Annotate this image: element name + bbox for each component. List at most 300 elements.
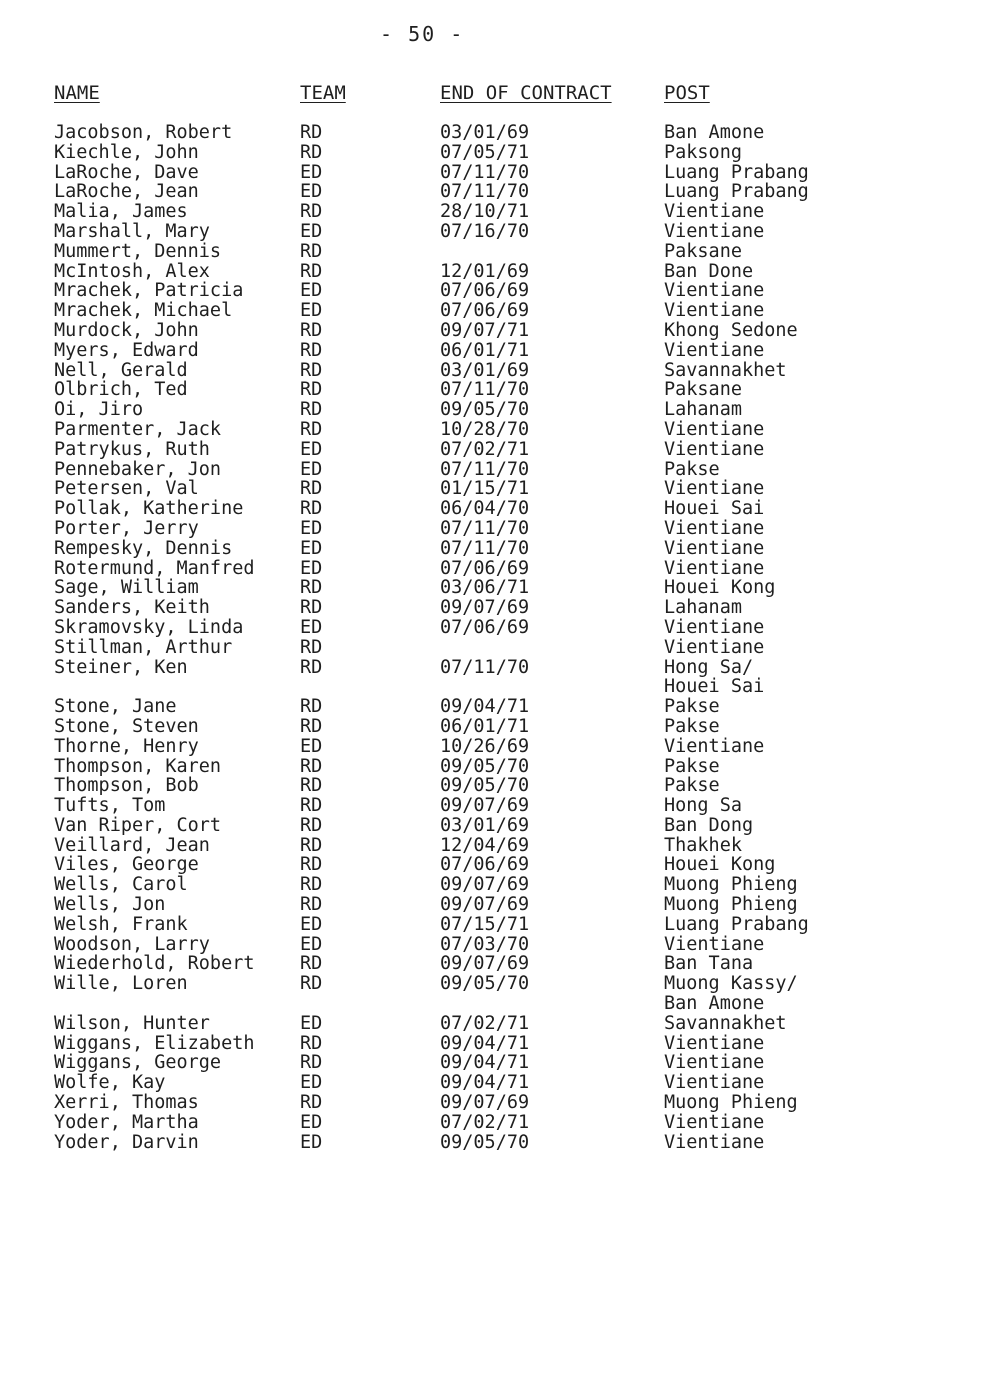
cell-post-line: Vientiane [664, 418, 765, 440]
cell-team: ED [300, 517, 323, 539]
cell-post-line: Houei Sai [664, 676, 765, 698]
cell-post-line: Vientiane [664, 300, 765, 322]
cell-post-line: Vientiane [664, 735, 765, 757]
cell-end-of-contract: 10/26/69 [440, 735, 530, 757]
cell-team: RD [300, 775, 323, 797]
cell-name: Mrachek, Michael [54, 300, 233, 322]
cell-post [664, 440, 764, 460]
cell-post [664, 796, 742, 816]
cell-name: Rotermund, Manfred [54, 557, 255, 579]
page-number: - 50 - [380, 22, 465, 46]
cell-post [664, 935, 764, 955]
cell-name: Nell, Gerald [54, 359, 188, 381]
table-row [0, 658, 1003, 698]
table-row [0, 143, 1003, 163]
cell-name: Porter, Jerry [54, 517, 199, 539]
cell-end-of-contract: 09/05/70 [440, 755, 530, 777]
table-row [0, 519, 1003, 539]
cell-team: ED [300, 161, 323, 183]
cell-team: RD [300, 201, 323, 223]
cell-post-line: Vientiane [664, 280, 765, 302]
cell-post [664, 618, 764, 638]
cell-post-line: Houei Sai [664, 498, 765, 520]
cell-team: RD [300, 260, 323, 282]
cell-end-of-contract: 03/06/71 [440, 577, 530, 599]
cell-post [664, 202, 764, 222]
cell-end-of-contract: 03/01/69 [440, 814, 530, 836]
cell-team: ED [300, 1072, 323, 1094]
cell-end-of-contract: 09/04/71 [440, 1032, 530, 1054]
cell-post [664, 361, 787, 381]
cell-team: RD [300, 359, 323, 381]
cell-post-line: Pakse [664, 755, 720, 777]
cell-end-of-contract: 09/04/71 [440, 1072, 530, 1094]
table-row [0, 1053, 1003, 1073]
cell-end-of-contract: 09/07/69 [440, 894, 530, 916]
table-row [0, 1093, 1003, 1113]
cell-name: Thorne, Henry [54, 735, 199, 757]
cell-end-of-contract: 03/01/69 [440, 359, 530, 381]
cell-team: RD [300, 498, 323, 520]
table-row [0, 737, 1003, 757]
cell-end-of-contract: 07/03/70 [440, 933, 530, 955]
cell-team: RD [300, 399, 323, 421]
cell-post-line: Muong Kassy/ [664, 973, 798, 995]
cell-name: Yoder, Darvin [54, 1131, 199, 1153]
cell-end-of-contract: 07/11/70 [440, 161, 530, 183]
cell-team: RD [300, 319, 323, 341]
cell-post [664, 776, 720, 796]
table-row [0, 757, 1003, 777]
cell-end-of-contract: 07/11/70 [440, 537, 530, 559]
cell-post [664, 460, 720, 480]
header-team: TEAM [300, 82, 346, 104]
cell-post-line: Hong Sa/ [664, 656, 754, 678]
cell-name: Malia, James [54, 201, 188, 223]
cell-end-of-contract: 10/28/70 [440, 418, 530, 440]
table-row [0, 578, 1003, 598]
cell-post-line: Muong Phieng [664, 894, 798, 916]
cell-name: Rempesky, Dennis [54, 537, 233, 559]
cell-end-of-contract: 09/05/70 [440, 775, 530, 797]
cell-team: RD [300, 894, 323, 916]
cell-team: RD [300, 122, 323, 143]
cell-post-line: Vientiane [664, 1111, 765, 1133]
cell-post-line: Houei Kong [664, 577, 776, 599]
cell-name: Wille, Loren [54, 973, 188, 995]
cell-name: Veillard, Jean [54, 834, 210, 856]
cell-team: ED [300, 280, 323, 302]
cell-team: RD [300, 1052, 323, 1074]
table-row [0, 598, 1003, 618]
table-row [0, 954, 1003, 974]
cell-post-line: Thakhek [664, 834, 742, 856]
cell-post [664, 895, 798, 915]
cell-team: RD [300, 696, 323, 718]
cell-name: Wells, Jon [54, 894, 166, 916]
cell-post [664, 1133, 764, 1153]
table-row [0, 697, 1003, 717]
table-row [0, 1113, 1003, 1133]
cell-name: LaRoche, Dave [54, 161, 199, 183]
cell-name: Pollak, Katherine [54, 498, 244, 520]
cell-end-of-contract: 03/01/69 [440, 122, 530, 143]
cell-post [664, 855, 775, 875]
cell-post-line: Muong Phieng [664, 874, 798, 896]
cell-team: RD [300, 834, 323, 856]
cell-team: RD [300, 418, 323, 440]
table-row [0, 1073, 1003, 1093]
table-row [0, 895, 1003, 915]
cell-end-of-contract: 07/16/70 [440, 220, 530, 242]
cell-post [664, 1113, 764, 1133]
cell-team: ED [300, 1012, 323, 1034]
cell-name: Stone, Steven [54, 715, 199, 737]
cell-end-of-contract: 09/04/71 [440, 1052, 530, 1074]
cell-name: Pennebaker, Jon [54, 458, 222, 480]
cell-end-of-contract: 07/06/69 [440, 854, 530, 876]
cell-team: RD [300, 636, 323, 658]
cell-team: RD [300, 1092, 323, 1114]
cell-post-line: Vientiane [664, 478, 765, 500]
cell-name: Wiederhold, Robert [54, 953, 255, 975]
cell-post [664, 341, 764, 361]
cell-end-of-contract: 12/01/69 [440, 260, 530, 282]
cell-end-of-contract: 07/05/71 [440, 141, 530, 163]
cell-team: RD [300, 715, 323, 737]
cell-post [664, 697, 720, 717]
cell-name: Patrykus, Ruth [54, 438, 210, 460]
cell-end-of-contract: 07/11/70 [440, 181, 530, 203]
cell-post [664, 281, 764, 301]
cell-end-of-contract: 07/02/71 [440, 1111, 530, 1133]
cell-team: ED [300, 181, 323, 203]
cell-end-of-contract: 09/07/69 [440, 1092, 530, 1114]
cell-name: Jacobson, Robert [54, 122, 233, 143]
cell-name: Parmenter, Jack [54, 418, 222, 440]
cell-end-of-contract: 09/07/71 [440, 319, 530, 341]
cell-post [664, 1053, 764, 1073]
cell-end-of-contract: 09/05/70 [440, 1131, 530, 1153]
cell-end-of-contract: 09/05/70 [440, 973, 530, 995]
cell-post-line: Luang Prabang [664, 161, 809, 183]
cell-post [664, 143, 742, 163]
cell-team: ED [300, 735, 323, 757]
cell-team: ED [300, 933, 323, 955]
cell-team: RD [300, 577, 323, 599]
cell-end-of-contract: 07/06/69 [440, 300, 530, 322]
cell-post-line: Vientiane [664, 1072, 765, 1094]
cell-post [664, 598, 742, 618]
cell-post [664, 757, 720, 777]
cell-end-of-contract: 07/02/71 [440, 1012, 530, 1034]
cell-team: ED [300, 616, 323, 638]
cell-team: RD [300, 755, 323, 777]
cell-post [664, 737, 764, 757]
cell-name: Xerri, Thomas [54, 1092, 199, 1114]
table-row [0, 361, 1003, 381]
cell-name: Petersen, Val [54, 478, 199, 500]
cell-team: RD [300, 953, 323, 975]
personnel-table [0, 123, 1003, 1152]
cell-end-of-contract: 09/05/70 [440, 399, 530, 421]
cell-team: RD [300, 478, 323, 500]
table-row [0, 341, 1003, 361]
cell-post [664, 578, 775, 598]
cell-end-of-contract: 07/11/70 [440, 379, 530, 401]
cell-post-line: Vientiane [664, 201, 765, 223]
cell-end-of-contract: 06/01/71 [440, 715, 530, 737]
cell-name: Myers, Edward [54, 339, 199, 361]
cell-name: Mrachek, Patricia [54, 280, 244, 302]
cell-team: ED [300, 557, 323, 579]
table-row [0, 479, 1003, 499]
table-row [0, 1034, 1003, 1054]
cell-post-line: Vientiane [664, 220, 765, 242]
cell-team: RD [300, 854, 323, 876]
cell-post [664, 420, 764, 440]
cell-post [664, 163, 809, 183]
cell-team: ED [300, 1131, 323, 1153]
table-row [0, 400, 1003, 420]
cell-post-line: Lahanam [664, 597, 742, 619]
cell-end-of-contract: 07/06/69 [440, 280, 530, 302]
table-row [0, 935, 1003, 955]
cell-end-of-contract: 07/15/71 [440, 913, 530, 935]
table-row [0, 182, 1003, 202]
cell-name: Mummert, Dennis [54, 240, 222, 262]
cell-post-line: Vientiane [664, 1131, 765, 1153]
table-row [0, 440, 1003, 460]
cell-name: Oi, Jiro [54, 399, 144, 421]
cell-end-of-contract: 28/10/71 [440, 201, 530, 223]
cell-end-of-contract: 09/07/69 [440, 874, 530, 896]
cell-post-line: Luang Prabang [664, 181, 809, 203]
table-row [0, 717, 1003, 737]
cell-end-of-contract: 07/02/71 [440, 438, 530, 460]
cell-post [664, 875, 798, 895]
cell-post [664, 816, 753, 836]
cell-post-line: Lahanam [664, 399, 742, 421]
cell-post-line: Paksane [664, 240, 742, 262]
cell-post-line: Pakse [664, 458, 720, 480]
cell-post [664, 222, 764, 242]
cell-team: RD [300, 240, 323, 262]
cell-team: RD [300, 656, 323, 678]
cell-post [664, 242, 742, 262]
cell-post [664, 321, 798, 341]
cell-name: Olbrich, Ted [54, 379, 188, 401]
cell-end-of-contract: 09/07/69 [440, 597, 530, 619]
cell-team: RD [300, 1032, 323, 1054]
cell-name: Van Riper, Cort [54, 814, 222, 836]
table-row [0, 222, 1003, 242]
cell-end-of-contract: 09/04/71 [440, 696, 530, 718]
cell-end-of-contract: 06/01/71 [440, 339, 530, 361]
cell-team: RD [300, 973, 323, 995]
cell-name: Murdock, John [54, 319, 199, 341]
table-row [0, 915, 1003, 935]
cell-name: Wells, Carol [54, 874, 188, 896]
cell-name: Wolfe, Kay [54, 1072, 166, 1094]
table-row [0, 1014, 1003, 1034]
cell-name: McIntosh, Alex [54, 260, 210, 282]
cell-post-line: Vientiane [664, 557, 765, 579]
header-post: POST [664, 82, 710, 104]
cell-post-line: Vientiane [664, 517, 765, 539]
cell-post-line: Ban Amone [664, 993, 765, 1015]
cell-post [664, 658, 764, 698]
table-row [0, 1133, 1003, 1153]
cell-post [664, 301, 764, 321]
table-row [0, 618, 1003, 638]
cell-post-line: Pakse [664, 715, 720, 737]
cell-post [664, 915, 809, 935]
cell-name: LaRoche, Jean [54, 181, 199, 203]
table-row [0, 202, 1003, 222]
cell-post-line: Vientiane [664, 537, 765, 559]
cell-post-line: Hong Sa [664, 795, 742, 817]
cell-name: Welsh, Frank [54, 913, 188, 935]
cell-post [664, 1093, 798, 1113]
table-row [0, 974, 1003, 1014]
cell-end-of-contract: 07/06/69 [440, 616, 530, 638]
cell-name: Sage, William [54, 577, 199, 599]
table-row [0, 559, 1003, 579]
cell-team: RD [300, 597, 323, 619]
cell-post-line: Vientiane [664, 1052, 765, 1074]
cell-team: ED [300, 537, 323, 559]
table-header [0, 82, 1003, 108]
cell-post [664, 836, 742, 856]
cell-post-line: Vientiane [664, 616, 765, 638]
cell-name: Viles, George [54, 854, 199, 876]
table-row [0, 242, 1003, 262]
cell-post-line: Paksane [664, 379, 742, 401]
cell-name: Wiggans, Elizabeth [54, 1032, 255, 1054]
cell-team: ED [300, 458, 323, 480]
table-row [0, 460, 1003, 480]
cell-team: RD [300, 141, 323, 163]
table-row [0, 776, 1003, 796]
table-row [0, 281, 1003, 301]
cell-post-line: Pakse [664, 696, 720, 718]
cell-post-line: Pakse [664, 775, 720, 797]
cell-post-line: Vientiane [664, 339, 765, 361]
cell-team: ED [300, 1111, 323, 1133]
cell-name: Marshall, Mary [54, 220, 210, 242]
cell-post [664, 638, 764, 658]
cell-team: RD [300, 379, 323, 401]
cell-post [664, 1014, 787, 1034]
cell-name: Stone, Jane [54, 696, 177, 718]
cell-post [664, 400, 742, 420]
cell-team: ED [300, 438, 323, 460]
table-row [0, 539, 1003, 559]
cell-post-line: Ban Amone [664, 122, 765, 143]
cell-name: Steiner, Ken [54, 656, 188, 678]
cell-name: Stillman, Arthur [54, 636, 233, 658]
table-row [0, 875, 1003, 895]
cell-post [664, 1034, 764, 1054]
cell-name: Woodson, Larry [54, 933, 210, 955]
cell-post [664, 1073, 764, 1093]
cell-team: RD [300, 814, 323, 836]
cell-post-line: Khong Sedone [664, 319, 798, 341]
cell-post [664, 519, 764, 539]
cell-team: ED [300, 300, 323, 322]
table-row [0, 262, 1003, 282]
cell-post-line: Ban Tana [664, 953, 754, 975]
cell-name: Thompson, Bob [54, 775, 199, 797]
cell-post [664, 380, 742, 400]
table-row [0, 123, 1003, 143]
cell-post [664, 954, 753, 974]
header-name: NAME [54, 82, 100, 104]
cell-name: Sanders, Keith [54, 597, 210, 619]
table-row [0, 380, 1003, 400]
cell-post-line: Luang Prabang [664, 913, 809, 935]
cell-end-of-contract: 12/04/69 [440, 834, 530, 856]
cell-post-line: Houei Kong [664, 854, 776, 876]
cell-end-of-contract: 01/15/71 [440, 478, 530, 500]
cell-post [664, 559, 764, 579]
cell-post-line: Savannakhet [664, 1012, 787, 1034]
cell-post [664, 479, 764, 499]
table-row [0, 816, 1003, 836]
cell-end-of-contract: 07/11/70 [440, 656, 530, 678]
cell-post-line: Vientiane [664, 1032, 765, 1054]
cell-post [664, 262, 753, 282]
cell-post-line: Paksong [664, 141, 742, 163]
table-row [0, 321, 1003, 341]
cell-team: ED [300, 220, 323, 242]
cell-end-of-contract: 07/11/70 [440, 458, 530, 480]
cell-team: RD [300, 874, 323, 896]
cell-end-of-contract: 07/06/69 [440, 557, 530, 579]
cell-post-line: Ban Dong [664, 814, 754, 836]
cell-post [664, 717, 720, 737]
cell-end-of-contract: 09/07/69 [440, 795, 530, 817]
table-row [0, 499, 1003, 519]
cell-post-line: Ban Done [664, 260, 754, 282]
cell-post [664, 123, 764, 143]
table-row [0, 836, 1003, 856]
table-row [0, 420, 1003, 440]
cell-end-of-contract: 07/11/70 [440, 517, 530, 539]
table-row [0, 796, 1003, 816]
cell-name: Wilson, Hunter [54, 1012, 210, 1034]
cell-post-line: Vientiane [664, 933, 765, 955]
cell-name: Tufts, Tom [54, 795, 166, 817]
cell-post [664, 974, 798, 1014]
cell-post-line: Savannakhet [664, 359, 787, 381]
cell-name: Yoder, Martha [54, 1111, 199, 1133]
table-row [0, 638, 1003, 658]
table-row [0, 163, 1003, 183]
cell-name: Thompson, Karen [54, 755, 222, 777]
cell-end-of-contract: 06/04/70 [440, 498, 530, 520]
header-end-of-contract: END OF CONTRACT [440, 82, 612, 104]
cell-post-line: Vientiane [664, 438, 765, 460]
cell-team: RD [300, 339, 323, 361]
table-row [0, 301, 1003, 321]
cell-post-line: Vientiane [664, 636, 765, 658]
cell-post [664, 539, 764, 559]
cell-team: ED [300, 913, 323, 935]
cell-name: Skramovsky, Linda [54, 616, 244, 638]
cell-post [664, 499, 764, 519]
